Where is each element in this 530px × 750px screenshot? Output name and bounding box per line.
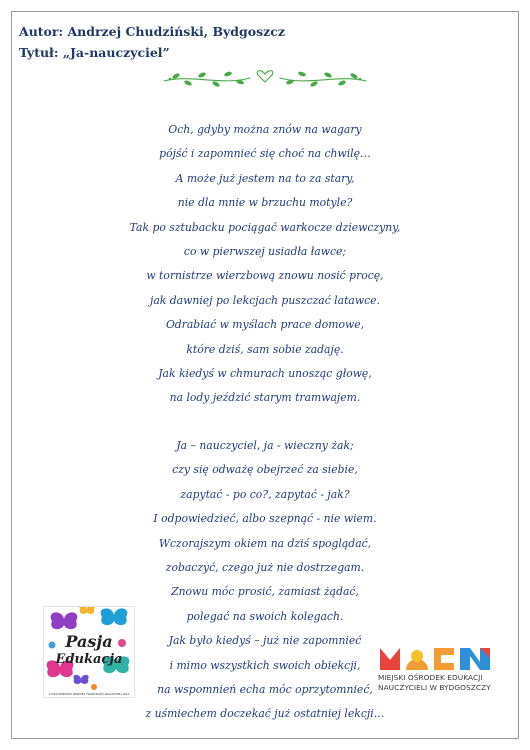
poem-line: Wczorajszym okiem na dziś spoglądać, — [158, 536, 372, 550]
moen-letters-icon — [378, 644, 498, 672]
poem-line: Odrabiać w myślach prace domowe, — [165, 318, 365, 332]
poem-line: nie dla mnie w brzuchu motyle? — [177, 196, 353, 210]
pasja-logo-word-1: Pasja — [65, 632, 113, 651]
poem-line: z uśmiechem doczekać już ostatniej lekcji… — [145, 707, 385, 721]
moen-line-2: NAUCZYCIELI W BYDGOSZCZY — [378, 683, 491, 692]
moen-line-1: MIEJSKI OŚRODEK EDUKACJI — [378, 673, 483, 682]
poem-line: czy się odważę obejrzeć za siebie, — [172, 463, 358, 477]
poem-line: co w pierwszej usiadła ławce; — [183, 245, 347, 259]
poem-line: I odpowiedzieć, albo szepnąć - nie wiem. — [153, 512, 377, 526]
document-header — [19, 21, 285, 63]
pasja-edukacja-logo — [43, 606, 135, 698]
poem-line: w tornistrze wierzbową znowu nosić procę, — [146, 269, 384, 283]
title-line: Tytuł: „Ja-nauczyciel” — [19, 45, 170, 60]
poem-line: A może już jestem na to za stary, — [175, 171, 355, 185]
poem-line: na wspomnień echa móc oprzytomnieć, — [157, 683, 373, 697]
poem-line: Znowu móc prosić, zamiast żądać, — [171, 585, 359, 599]
pasja-caption: II OGÓLNOPOLSKI KONKURS TWÓRCZOŚCI NAUCZYCIELI 2023 — [48, 693, 130, 696]
moen-logo — [378, 644, 498, 704]
poem-line: pójść i zapomnieć się choć na chwilę… — [159, 147, 371, 161]
vine-heart-divider-icon — [162, 66, 368, 90]
pasja-logo-word-2: Edukacja — [55, 652, 123, 667]
poem-line: Tak po sztubacku pociągać warkocze dziewczyny, — [129, 220, 401, 234]
poem-line: Ja – nauczyciel, ja - wieczny żak; — [176, 439, 354, 452]
poem-line: zobaczyć, czego już nie dostrzegam. — [165, 561, 365, 575]
poem-line: i mimo wszystkich swoich obiekcji, — [169, 658, 361, 672]
poem-line: Jak było kiedyś – już nie zapomnieć — [168, 634, 362, 648]
poem-line: Jak kiedyś w chmurach unosząc głowę, — [158, 367, 372, 381]
poem-line: na lody jeździć starym tramwajem. — [169, 391, 361, 405]
poem-line: polegać na swoich kolegach. — [186, 609, 344, 623]
poem-line: jak dawniej po lekcjach puszczać latawce. — [150, 293, 380, 307]
author-line: Autor: Andrzej Chudziński, Bydgoszcz — [19, 24, 285, 39]
poem-stanza-1 — [0, 118, 530, 411]
poem-line: które dziś, sam sobie zadaję. — [186, 342, 344, 356]
butterflies-icon — [44, 607, 134, 697]
moen-text — [378, 673, 508, 693]
poem-line: Och, gdyby można znów na wagary — [168, 123, 362, 136]
poem-line: zapytać - po co?, zapytać - jak? — [180, 487, 350, 501]
